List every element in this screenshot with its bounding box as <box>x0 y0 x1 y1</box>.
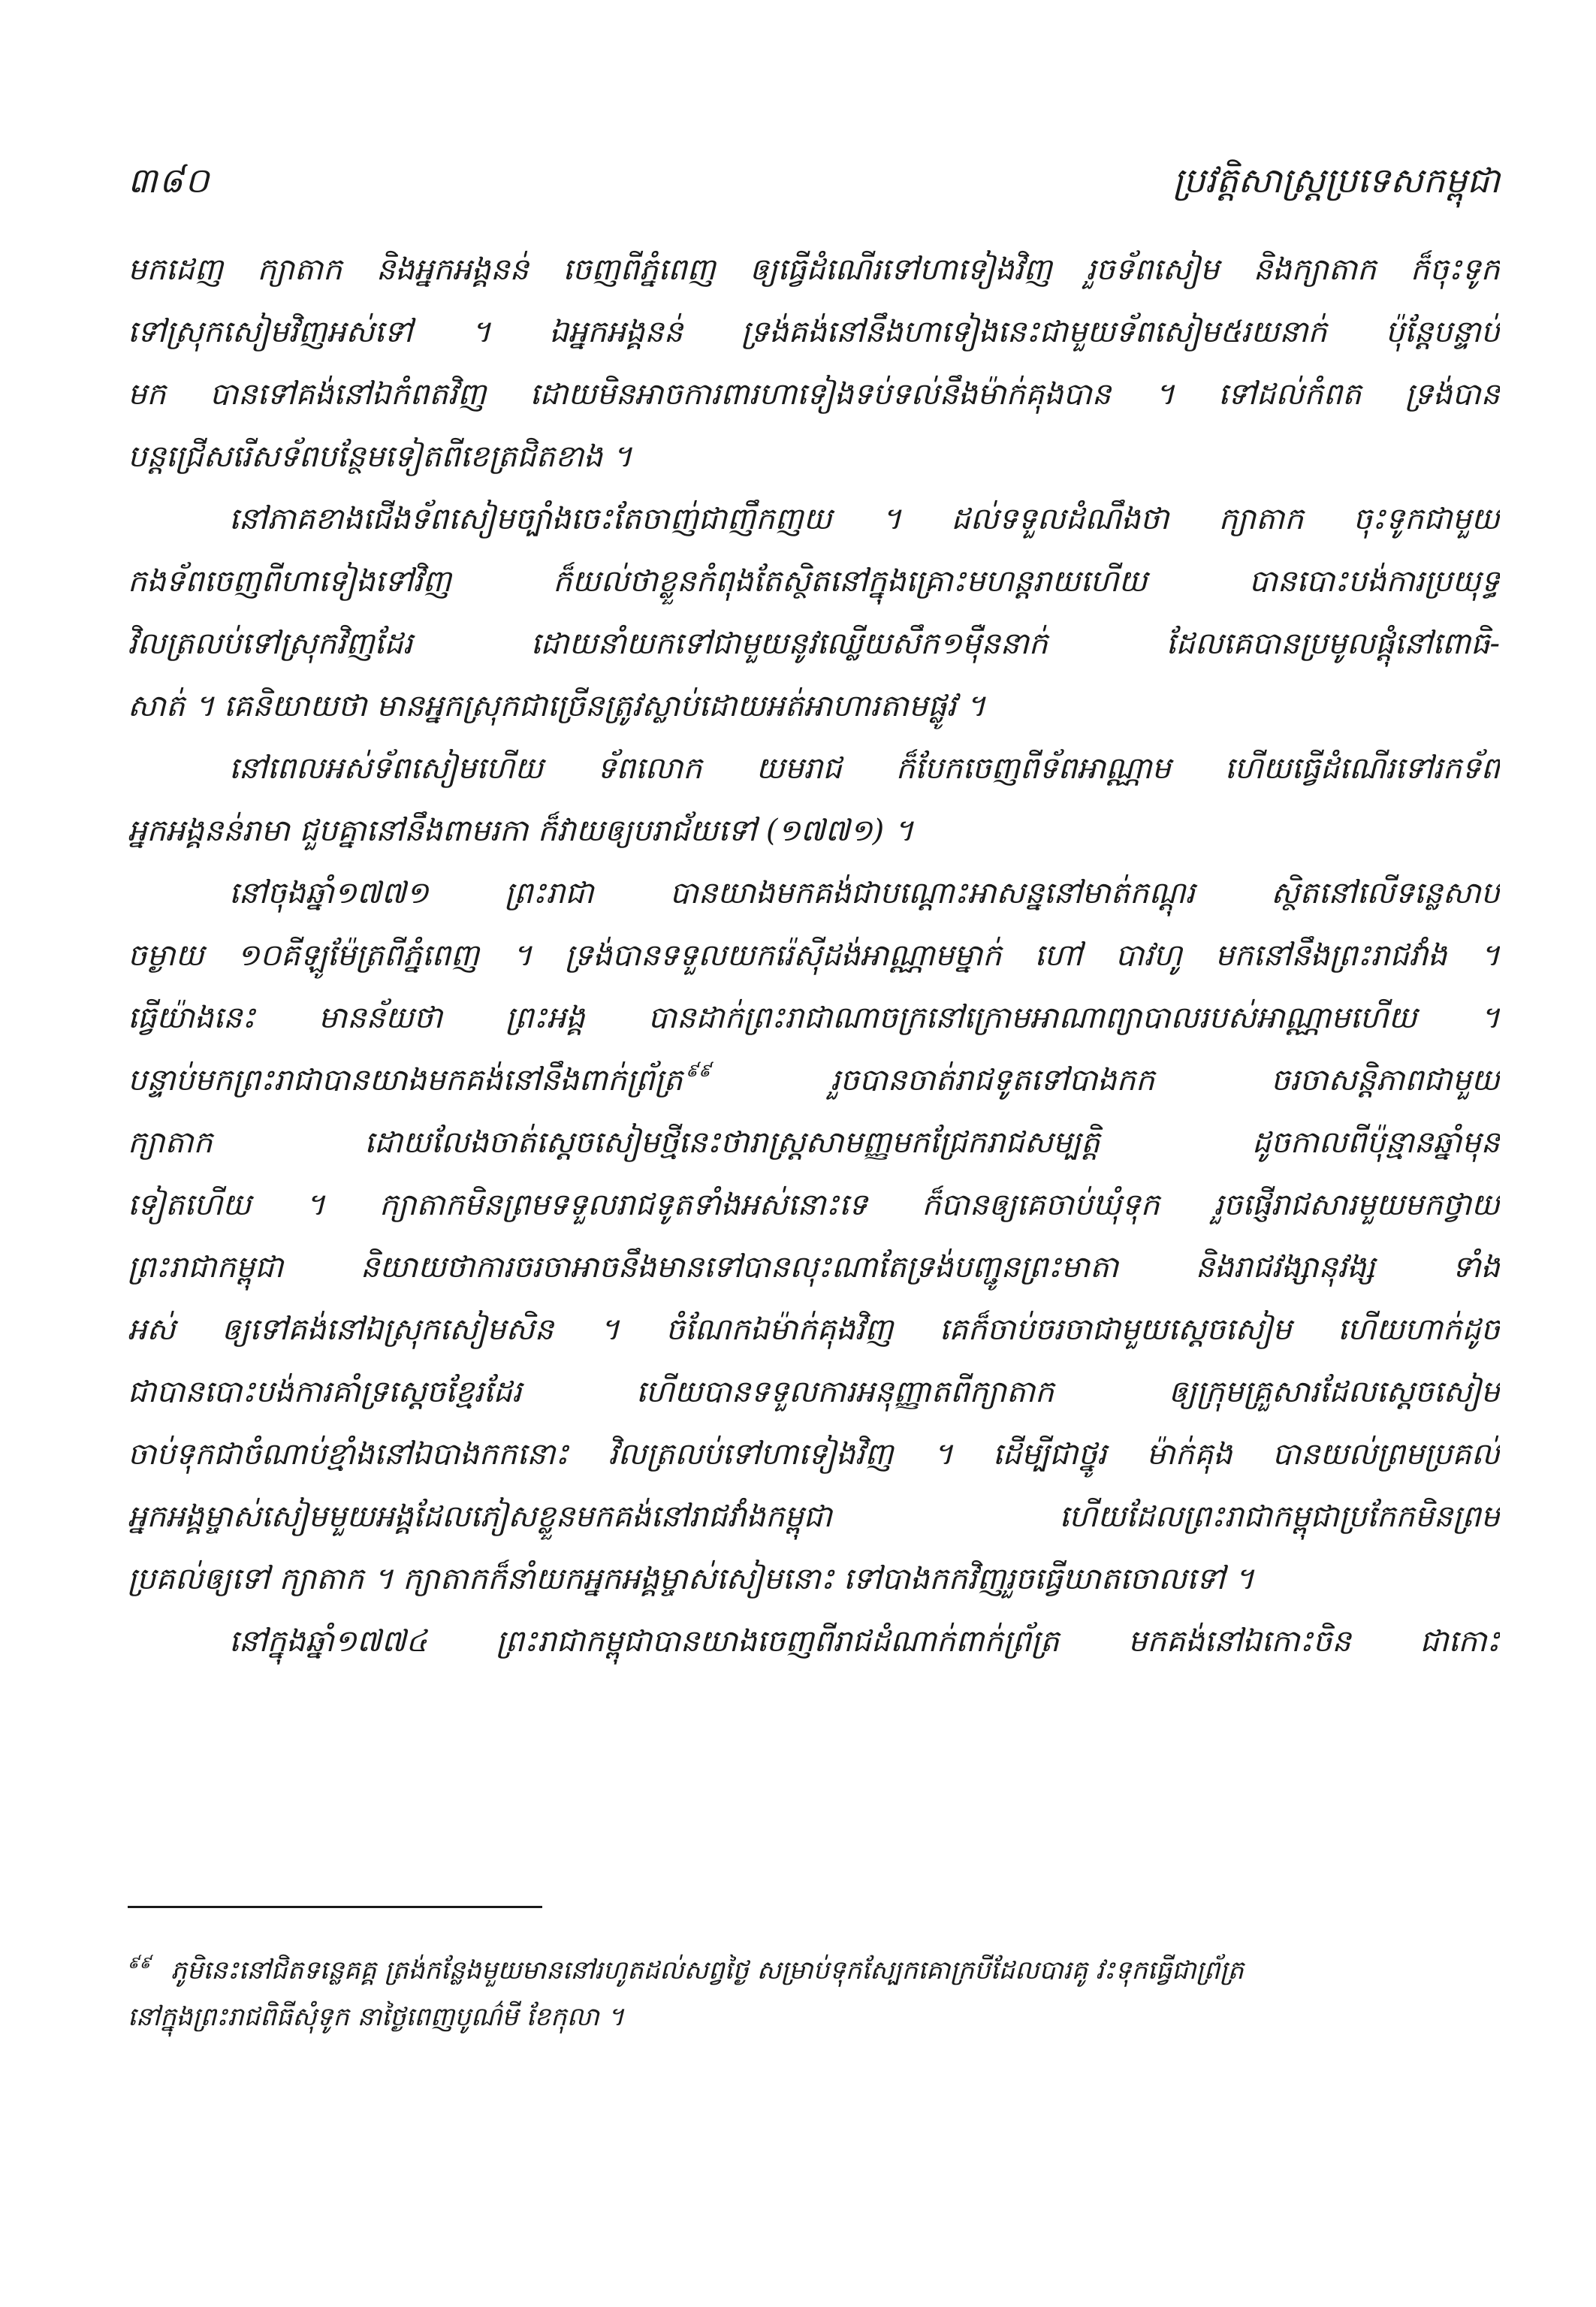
paragraph-first-line: នៅចុងឆ្នាំ១៧៧១ ព្រះរាជា បានយាងមកគង់ជាបណ្ដោះអាសន្ននៅមាត់កណ្ដុរ ស្ថិតនៅលើទន្លេសាប <box>229 876 1500 910</box>
text-line: កងទ័ពចេញពីហាទៀងទៅវិញ ក៏យល់ថាខ្លួនកំពុងតែស្ថិតនៅក្នុងគ្រោះមហន្តរាយហើយ បានបោះបង់ការប្រយុទ្ធ <box>128 564 1500 599</box>
text-line: ចាប់ទុកជាចំណាប់ខ្មាំងនៅឯបាងកកនោះ វិលត្រលប់ទៅហាទៀងវិញ ។ ដើម្បីជាថ្នូរ ម៉ាក់គុង បានយល់ព្រមប្រគល់ <box>128 1437 1500 1472</box>
text-line: មកដេញ ក្យាតាក និងអ្នកអង្គនន់ ចេញពីភ្នំពេញ ឲ្យធ្វើដំណើរទៅហាទៀងវិញ រួចទ័ពសៀម និងក្យាតាក ក៏ចុះទូក <box>128 252 1500 287</box>
text-line: បន្តជ្រើសរើសទ័ពបន្ថែមទៀតពីខេត្រជិតខាង ។ <box>128 439 632 474</box>
text-line-with-footnote: បន្ទាប់មកព្រះរាជាបានយាងមកគង់នៅនឹងពាក់ព្រ័ត្រ $^{៩៩}$ រួចបានចាត់រាជទូតទៅបាងកក ចរចាសន្តិភាពជាមួយ <box>128 1060 1500 1098</box>
text-line: អស់ ឲ្យទៅគង់នៅឯស្រុកសៀមសិន ។ ចំណែកឯម៉ាក់គុងវិញ គេក៏ចាប់ចរចាជាមួយស្ដេចសៀម ហើយហាក់ដូច <box>128 1312 1500 1347</box>
footnote-line: នៅក្នុងព្រះរាជពិធីសុំទូក នាថ្ងៃពេញបូណ៌មី ខែកុលា ។ <box>128 2002 624 2032</box>
text-line: មក បានទៅគង់នៅឯកំពតវិញ ដោយមិនអាចការពារហាទៀងទប់ទល់នឹងម៉ាក់គុងបាន ។ ទៅដល់កំពត ទ្រង់បាន <box>128 377 1500 412</box>
paragraph-first-line: នៅក្នុងឆ្នាំ១៧៧៤ ព្រះរាជាកម្ពុជាបានយាងចេញពីរាជដំណាក់ពាក់ព្រ័ត្រ មកគង់នៅឯកោះចិន ជាកោះ <box>229 1624 1500 1659</box>
text-line: ទៀតហើយ ។ ក្យាតាកមិនព្រមទទួលរាជទូតទាំងអស់នោះទេ ក៏បានឲ្យគេចាប់ឃុំទុក រួចផ្ញើរាជសារមួយមកថ្វាយ <box>128 1188 1500 1222</box>
paragraph-first-line: នៅពេលអស់ទ័ពសៀមហើយ ទ័ពលោក យមរាជ ក៏បែកចេញពីទ័ពអាណ្ណាម ហើយធ្វើដំណើរទៅរកទ័ព <box>229 751 1500 786</box>
footnote-text: ភូមិនេះនៅជិតទន្លេគគ្គ ត្រង់កន្លែងមួយមាននៅរហូតដល់សព្វថ្ងៃ សម្រាប់ទុកស្បែកគោក្របីដែលបារគូ វះទុកធ្វើជាព្រ័ត្រ <box>170 1955 1244 1985</box>
footnote-mark: ៩៩ <box>128 1954 152 1973</box>
text-line: ប្រគល់ឲ្យទៅ ក្យាតាក ។ ក្យាតាកក៏នាំយកអ្នកអង្គម្ចាស់សៀមនោះ ទៅបាងកកវិញរួចធ្វើឃាតចោលទៅ ។ <box>128 1562 1254 1596</box>
text-line: វិលត្រលប់ទៅស្រុកវិញដែរ ដោយនាំយកទៅជាមួយនូវឈ្លើយសឹក១ម៉ឺននាក់ ដែលគេបានប្រមូលផ្ដុំនៅពោធិ- <box>128 627 1500 661</box>
page-header <box>128 159 1500 212</box>
text-line: ធ្វើយ៉ាងនេះ មានន័យថា ព្រះអង្គ បានដាក់ព្រះរាជាណាចក្រនៅក្រោមអាណាព្យាបាលរបស់អាណ្ណាមហើយ ។ <box>128 1001 1500 1035</box>
text-line: អ្នកអង្គម្ចាស់សៀមមួយអង្គដែលភៀសខ្លួនមកគង់នៅរាជវាំងកម្ពុជា ហើយដែលព្រះរាជាកម្ពុជាប្រកែកមិនព្រម <box>128 1499 1500 1534</box>
text-line: ជាបានបោះបង់ការគាំទ្រស្ដេចខ្មែរដែរ ហើយបានទទួលការអនុញ្ញាតពីក្យាតាក ឲ្យក្រុមគ្រួសារដែលស្ដេចសៀម <box>128 1375 1500 1409</box>
footnote-reference: ៩៩ <box>685 1060 711 1081</box>
text-line: ព្រះរាជាកម្ពុជា និយាយថាការចរចាអាចនឹងមានទៅបានលុះណាតែទ្រង់បញ្ជូនព្រះមាតា និងរាជវង្សានុវង្ស ទាំង <box>128 1250 1500 1285</box>
page-number: ៣៨០ <box>128 160 211 201</box>
text-line: ក្យាតាក ដោយលែងចាត់ស្ដេចសៀមថ្មីនេះថារាស្ត្រសាមញ្ញមកជ្រែករាជសម្បត្តិ ដូចកាលពីប៉ុន្មានឆ្នាំមុន <box>128 1125 1500 1160</box>
text-line: ចម្ងាយ ១០គីឡូម៉ែត្រពីភ្នំពេញ ។ ទ្រង់បានទទួលយករ៉េស៊ីដង់អាណ្ណាមម្នាក់ ហៅ បាវហូ មកនៅនឹងព្រះរាជវាំង ។ <box>128 938 1500 973</box>
running-title: ប្រវត្តិសាស្ត្រប្រទេសកម្ពុជា <box>1172 160 1500 201</box>
footnote-divider <box>128 1906 542 1908</box>
footnotes <box>128 1947 1500 2040</box>
footnote-line <box>128 1947 1500 1994</box>
text-line: សាត់ ។ គេនិយាយថា មានអ្នកស្រុកជាច្រើនត្រូវស្លាប់ដោយអត់អាហារតាមផ្លូវ ។ <box>128 689 986 723</box>
text-line: ទៅស្រុកសៀមវិញអស់ទៅ ។ ឯអ្នកអង្គនន់ ទ្រង់គង់នៅនឹងហាទៀងនេះជាមួយទ័ពសៀម៥រយនាក់ ប៉ុន្តែបន្ទាប់ <box>128 315 1500 349</box>
text-line: អ្នកអង្គនន់រាមា ជួបគ្នានៅនឹងពាមរកា ក៏វាយឲ្យបរាជ័យទៅ (១៧៧១) ។ <box>128 814 914 848</box>
body-text <box>128 239 1500 1673</box>
paragraph-first-line: នៅភាគខាងជើងទ័ពសៀមច្បាំងចេះតែចាញ់ជាញឹកញយ ។ ដល់ទទួលដំណឹងថា ក្យាតាក ចុះទូកជាមួយ <box>229 502 1500 536</box>
